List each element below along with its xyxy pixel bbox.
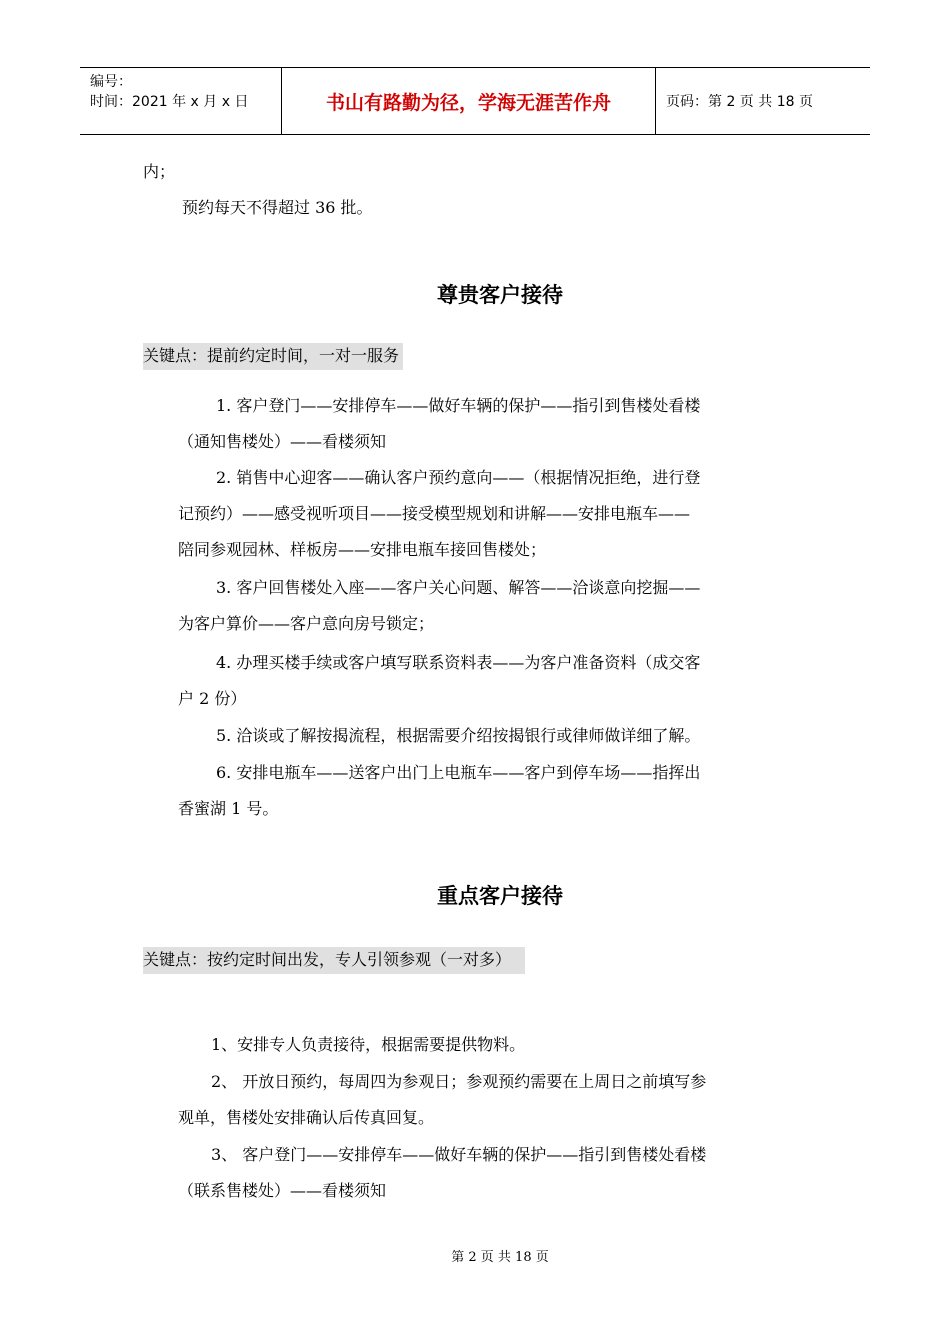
list-item: 5. 洽谈或了解按揭流程，根据需要介绍按揭银行或律师做详细了解。 <box>216 726 701 745</box>
keypoint-1: 关键点：提前约定时间，一对一服务 <box>143 343 403 370</box>
number-label: 编号： <box>90 74 132 90</box>
list-item: 2、 开放日预约，每周四为参观日；参观预约需要在上周日之前填写参 观单，售楼处安排确认后传真回复。 <box>178 1072 707 1127</box>
list-item: 1、安排专人负责接待，根据需要提供物料。 <box>211 1035 526 1054</box>
page-footer: 第 2 页 共 18 页 <box>451 1250 549 1265</box>
list-item: 1. 客户登门——安排停车——做好车辆的保护——指引到售楼处看楼 （通知售楼处）——看楼须知 <box>178 396 701 451</box>
keypoint-2: 关键点：按约定时间出发，专人引领参观（一对多） <box>143 947 525 974</box>
intro-line-2: 预约每天不得超过 36 批。 <box>182 198 373 217</box>
section-title-1: 尊贵客户接待 <box>437 283 563 307</box>
header-meta <box>80 68 282 134</box>
list-item: 3. 客户回售楼处入座——客户关心问题、解答——洽谈意向挖掘—— 为客户算价——客户意向房号锁定； <box>178 578 701 633</box>
time-label: 时间：2021 年 x 月 x 日 <box>90 94 249 110</box>
header-page-info: 页码：第 2 页 共 18 页 <box>666 94 813 110</box>
list-item: 3、 客户登门——安排停车——做好车辆的保护——指引到售楼处看楼 （联系售楼处）——看楼须知 <box>178 1145 707 1200</box>
list-item: 4. 办理买楼手续或客户填写联系资料表——为客户准备资料（成交客 户 2 份） <box>178 653 701 708</box>
list-item: 2. 销售中心迎客——确认客户预约意向——（根据情况拒绝，进行登 记预约）——感受视听项目——接受模型规划和讲解——安排电瓶车—— 陪同参观园林、样板房——安排电瓶车接回售楼处； <box>178 468 701 559</box>
section-title-2: 重点客户接待 <box>437 884 563 908</box>
page-header <box>80 67 870 135</box>
list-item: 6. 安排电瓶车——送客户出门上电瓶车——客户到停车场——指挥出 香蜜湖 1 号。 <box>178 763 701 818</box>
intro-line-1: 内； <box>143 162 176 181</box>
header-motto: 书山有路勤为径，学海无涯苦作舟 <box>282 68 656 134</box>
